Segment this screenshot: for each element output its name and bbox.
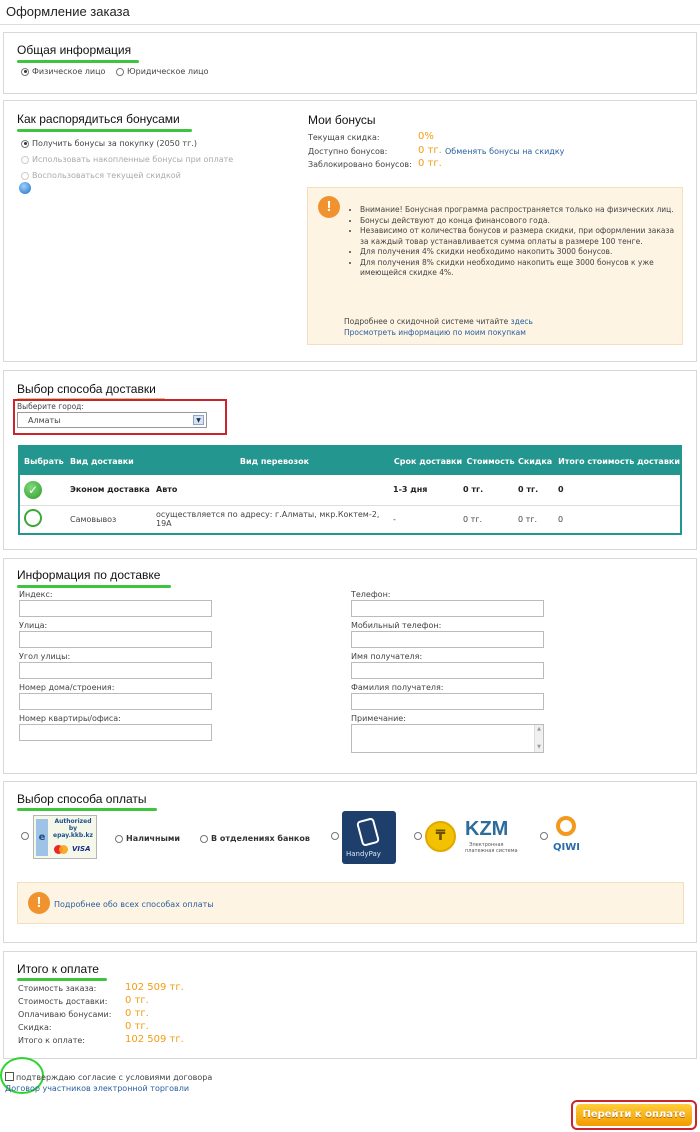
radio-handypay[interactable] bbox=[331, 832, 339, 840]
notice-item: • Бонусы действуют до конца финансового года. bbox=[360, 216, 678, 227]
total-label: Стоимость доставки: bbox=[18, 997, 108, 1006]
city-value: Алматы bbox=[28, 416, 61, 425]
delivery-cost: 0 тг. bbox=[463, 514, 483, 524]
kzm-subtext: платежная система bbox=[465, 848, 518, 854]
payment-info-link[interactable]: Подробнее обо всех способах оплаты bbox=[54, 900, 214, 909]
visa-icon: VISA bbox=[72, 845, 91, 853]
table-row[interactable] bbox=[20, 505, 680, 533]
section-title: Итого к оплате bbox=[17, 962, 99, 976]
option-label: Использовать накопленные бонусы при оплате bbox=[32, 155, 234, 164]
kzm-subtext: Электронная bbox=[469, 842, 504, 848]
delivery-discount: 0 тг. bbox=[518, 514, 538, 524]
section-title: Как распорядиться бонусами bbox=[17, 112, 180, 126]
kzm-coin-icon: ₸ bbox=[425, 821, 456, 852]
bonus-value: 0 тг. bbox=[418, 158, 442, 169]
section-title: Информация по доставке bbox=[17, 568, 161, 582]
payment-notice bbox=[17, 882, 684, 924]
more-link[interactable]: здесь bbox=[510, 317, 533, 326]
section-title: Выбор способа оплаты bbox=[17, 792, 147, 806]
table-header: Стоимость bbox=[466, 456, 515, 466]
index-field[interactable] bbox=[19, 600, 212, 617]
notice-item: • Внимание! Бонусная программа распространяется только на физических лиц. bbox=[360, 205, 678, 216]
field-label: Номер квартиры/офиса: bbox=[19, 714, 121, 723]
notice-item: • Для получения 8% скидки необходимо накопить еще 3000 бонусов к уже имеющейся скидке 4%. bbox=[360, 258, 678, 279]
section-title: Общая информация bbox=[17, 43, 132, 57]
total-value: 102 509 тг. bbox=[125, 1034, 184, 1045]
radio-epay[interactable] bbox=[21, 832, 29, 840]
field-label: Телефон: bbox=[351, 590, 391, 599]
total-value: 0 тг. bbox=[125, 995, 149, 1006]
option-label: Юридическое лицо bbox=[126, 67, 209, 76]
field-label: Угол улицы: bbox=[19, 652, 71, 661]
total-label: Стоимость заказа: bbox=[18, 984, 97, 993]
delivery-total: 0 bbox=[558, 485, 564, 495]
option-label: Физическое лицо bbox=[32, 67, 106, 76]
bonus-value: 0% bbox=[418, 131, 434, 142]
radio-circle-icon[interactable] bbox=[24, 509, 42, 527]
mastercard-icon bbox=[54, 845, 68, 854]
agreement-checkbox[interactable] bbox=[5, 1072, 14, 1081]
delivery-info-panel bbox=[3, 558, 697, 774]
table-header: Вид перевозок bbox=[239, 456, 310, 466]
recipient-surname-field[interactable] bbox=[351, 693, 544, 710]
house-number-field[interactable] bbox=[19, 693, 212, 710]
apartment-field[interactable] bbox=[19, 724, 212, 741]
section-title: Выбор способа доставки bbox=[17, 382, 156, 396]
epay-text: by bbox=[68, 825, 78, 832]
exchange-bonus-link[interactable]: Обменять бонусы на скидку bbox=[445, 147, 565, 156]
total-value: 0 тг. bbox=[125, 1021, 149, 1032]
field-label: Мобильный телефон: bbox=[351, 621, 442, 630]
city-select[interactable] bbox=[17, 412, 207, 428]
payment-option-label: Наличными bbox=[126, 834, 180, 843]
chevron-down-icon: ▼ bbox=[193, 415, 204, 425]
radio-kzm[interactable] bbox=[414, 832, 422, 840]
radio-use-bonus[interactable] bbox=[21, 156, 29, 164]
phone-icon bbox=[356, 817, 380, 847]
delivery-cost: 0 тг. bbox=[463, 485, 484, 495]
total-label: Оплачиваю бонусами: bbox=[18, 1010, 112, 1019]
note-textarea[interactable] bbox=[351, 724, 544, 753]
field-label: Индекс: bbox=[19, 590, 53, 599]
table-header: Итого стоимость доставки bbox=[558, 456, 680, 466]
bonus-label: Заблокировано бонусов: bbox=[308, 160, 412, 169]
qiwi-text: QIWI bbox=[553, 842, 580, 853]
bonus-label: Текущая скидка: bbox=[308, 133, 380, 142]
delivery-type: Эконом доставка bbox=[70, 485, 150, 495]
kzm-logo[interactable] bbox=[425, 816, 525, 858]
table-header: Вид доставки bbox=[70, 456, 134, 466]
page-title: Оформление заказа bbox=[6, 4, 130, 19]
my-bonus-title: Мои бонусы bbox=[308, 113, 376, 127]
delivery-table bbox=[20, 447, 680, 533]
qiwi-icon bbox=[556, 816, 576, 836]
warning-icon: ! bbox=[28, 892, 50, 914]
field-label: Примечание: bbox=[351, 714, 406, 723]
agreement-text: подтверждаю согласие с условиями договора bbox=[16, 1073, 213, 1082]
payment-panel bbox=[3, 781, 697, 943]
table-header: Срок доставки bbox=[393, 456, 463, 466]
epay-text: Authorized bbox=[54, 818, 92, 825]
option-label: Получить бонусы за покупку (2050 тг.) bbox=[32, 139, 197, 148]
delivery-transport: осуществляется по адресу: г.Алматы, мкр.Коктем-2, 19А bbox=[156, 510, 380, 529]
delivery-total: 0 bbox=[558, 514, 564, 524]
field-label: Имя получателя: bbox=[351, 652, 423, 661]
total-label: Итого к оплате: bbox=[18, 1036, 85, 1045]
handypay-text: HandyPay bbox=[346, 850, 381, 858]
warning-icon: ! bbox=[318, 196, 340, 218]
qiwi-logo[interactable] bbox=[550, 816, 586, 856]
notice-item: • Для получения 4% скидки необходимо накопить 3000 бонусов. bbox=[360, 247, 678, 258]
epay-text: epay.kkb.kz bbox=[53, 832, 93, 839]
option-label: Воспользоваться текущей скидкой bbox=[32, 171, 181, 180]
radio-cash[interactable] bbox=[115, 835, 123, 843]
phone-field[interactable] bbox=[351, 600, 544, 617]
city-label: Выберите город: bbox=[17, 402, 84, 411]
recipient-name-field[interactable] bbox=[351, 662, 544, 679]
delivery-discount: 0 тг. bbox=[518, 485, 539, 495]
delivery-term: 1-3 дня bbox=[393, 485, 428, 495]
payment-option-label: В отделениях банков bbox=[211, 834, 310, 843]
radio-legal[interactable] bbox=[116, 68, 124, 76]
total-value: 102 509 тг. bbox=[125, 982, 184, 993]
radio-use-discount[interactable] bbox=[21, 172, 29, 180]
field-label: Улица: bbox=[19, 621, 48, 630]
delivery-panel bbox=[3, 370, 697, 550]
field-label: Номер дома/строения: bbox=[19, 683, 115, 692]
scrollbar[interactable]: ▲ ▼ bbox=[534, 725, 543, 752]
radio-qiwi[interactable] bbox=[540, 832, 548, 840]
kzm-text: KZM bbox=[465, 818, 509, 840]
general-info-panel bbox=[3, 32, 697, 94]
table-header: Выбрать bbox=[24, 456, 64, 466]
submit-payment-button[interactable]: Перейти к оплате bbox=[576, 1104, 692, 1126]
delivery-term: - bbox=[393, 514, 396, 524]
street-field[interactable] bbox=[19, 631, 212, 648]
contract-link[interactable]: Договор участников электронной торговли bbox=[5, 1084, 190, 1093]
delivery-type: Самовывоз bbox=[70, 514, 117, 524]
radio-bank[interactable] bbox=[200, 835, 208, 843]
table-row[interactable] bbox=[20, 475, 680, 505]
radio-individual[interactable] bbox=[21, 68, 29, 76]
total-label: Скидка: bbox=[18, 1023, 52, 1032]
table-header: Скидка bbox=[518, 456, 553, 466]
delivery-transport: Авто bbox=[156, 485, 178, 495]
bonus-label: Доступно бонусов: bbox=[308, 147, 388, 156]
help-icon[interactable] bbox=[19, 182, 31, 194]
total-panel bbox=[3, 951, 697, 1059]
bonus-value: 0 тг. bbox=[418, 145, 442, 156]
notice-item: • Независимо от количества бонусов и размера скидки, при оформлении заказа за каждый товар устанавливается сумма оплаты в размере 100 тенге. bbox=[360, 226, 678, 247]
corner-street-field[interactable] bbox=[19, 662, 212, 679]
mobile-phone-field[interactable] bbox=[351, 631, 544, 648]
check-selected-icon[interactable]: ✓ bbox=[24, 481, 42, 499]
bonus-panel bbox=[3, 100, 697, 362]
radio-earn-bonus[interactable] bbox=[21, 140, 29, 148]
field-label: Фамилия получателя: bbox=[351, 683, 444, 692]
purchases-link[interactable]: Просмотреть информацию по моим покупкам bbox=[344, 328, 526, 337]
bonus-notice bbox=[307, 187, 683, 345]
handypay-logo[interactable] bbox=[342, 811, 396, 864]
more-text: Подробнее о скидочной системе читайте bbox=[344, 317, 509, 326]
epay-logo[interactable] bbox=[33, 815, 97, 859]
total-value: 0 тг. bbox=[125, 1008, 149, 1019]
epay-tag: e bbox=[36, 819, 48, 856]
